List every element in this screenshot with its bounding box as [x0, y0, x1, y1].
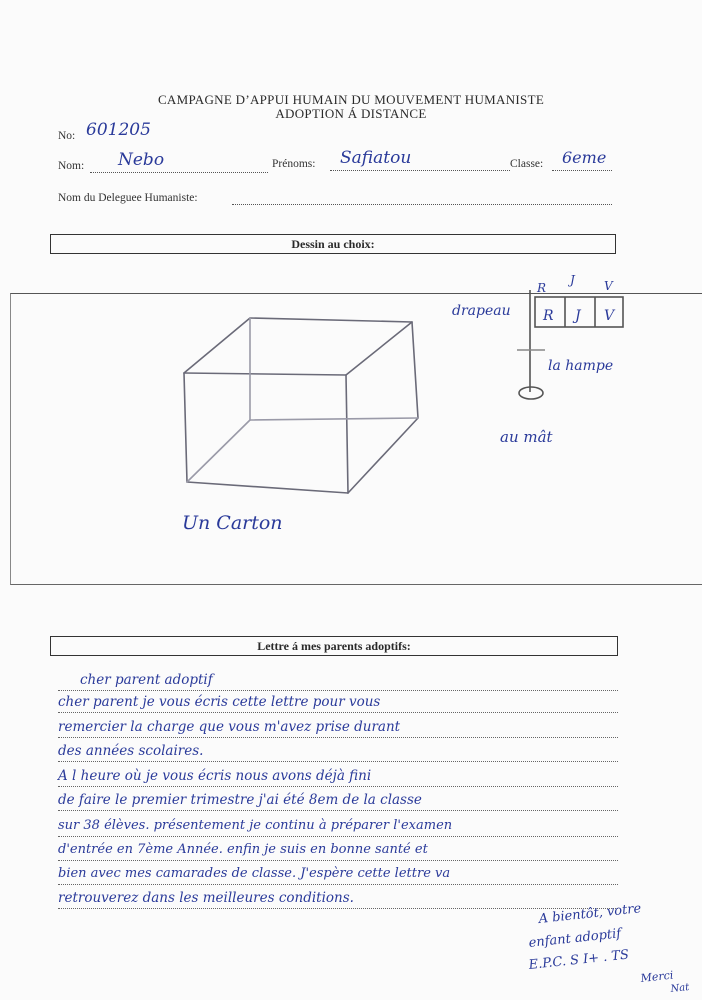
writing-line: [58, 884, 618, 885]
nom-label: Nom:: [58, 160, 85, 172]
writing-line: [58, 761, 618, 762]
prenoms-label: Prénoms:: [272, 158, 316, 170]
drawing-frame: [10, 293, 702, 585]
prenoms-dotted-line: [330, 170, 510, 171]
delegue-dotted-line: [232, 204, 612, 205]
writing-line: [58, 786, 618, 787]
flag-letter-j: J: [575, 308, 581, 324]
drawing-title-box: Dessin au choix:: [50, 234, 616, 254]
letter-line: de faire le premier trimestre j'ai été 8em de la classe: [58, 792, 422, 808]
campaign-title: CAMPAGNE D’APPUI HUMAIN DU MOUVEMENT HUMANISTE: [157, 92, 545, 107]
box-caption: Un Carton: [182, 512, 283, 534]
writing-line: [58, 712, 618, 713]
signature-line: Merci: [640, 968, 674, 985]
no-label: No:: [58, 130, 76, 142]
writing-line: [58, 737, 618, 738]
prenoms-value: Safiatou: [340, 148, 412, 168]
letter-title-box: Lettre á mes parents adoptifs:: [50, 636, 618, 656]
letter-line: cher parent je vous écris cette lettre pour vous: [58, 694, 381, 710]
halyard-label: la hampe: [548, 358, 614, 374]
flag-letter-r: R: [543, 308, 554, 324]
writing-line: [58, 860, 618, 861]
signature-line: E.P.C. S I+ . TS: [528, 947, 630, 973]
classe-value: 6eme: [562, 148, 607, 167]
adoption-subtitle: ADOPTION Á DISTANCE: [275, 106, 427, 121]
writing-line: [58, 908, 618, 909]
letter-line: d'entrée en 7ème Année. enfin je suis en bonne santé et: [58, 842, 428, 857]
flag-top-letter-r: R: [537, 281, 547, 295]
flag-top-letter-j: J: [570, 273, 575, 287]
writing-line: [58, 690, 618, 691]
letter-line: des années scolaires.: [58, 743, 204, 759]
flag-label: drapeau: [452, 303, 511, 319]
classe-dotted-line: [552, 170, 612, 171]
flag-letter-v: V: [604, 308, 615, 324]
no-value: 601205: [86, 120, 151, 140]
flag-top-letter-v: V: [604, 279, 613, 293]
writing-line: [58, 810, 618, 811]
signature-line: A bientôt, votre: [538, 901, 642, 927]
signature-line: Nat: [670, 982, 690, 995]
letter-line: remercier la charge que vous m'avez prise durant: [58, 719, 401, 735]
nom-dotted-line: [90, 172, 268, 173]
classe-label: Classe:: [510, 158, 544, 170]
letter-line: retrouverez dans les meilleures conditions.: [58, 890, 354, 906]
letter-line: bien avec mes camarades de classe. J'espère cette lettre va: [58, 866, 451, 881]
delegue-label: Nom du Deleguee Humaniste:: [58, 192, 198, 204]
letter-line: cher parent adoptif: [80, 672, 213, 688]
writing-line: [58, 836, 618, 837]
mast-label: au mât: [500, 428, 553, 446]
letter-line: A l heure où je vous écris nous avons déjà fini: [58, 768, 372, 784]
letter-line: sur 38 élèves. présentement je continu à préparer l'examen: [58, 818, 453, 833]
nom-value: Nebo: [118, 150, 165, 170]
signature-line: enfant adoptif: [528, 926, 622, 951]
